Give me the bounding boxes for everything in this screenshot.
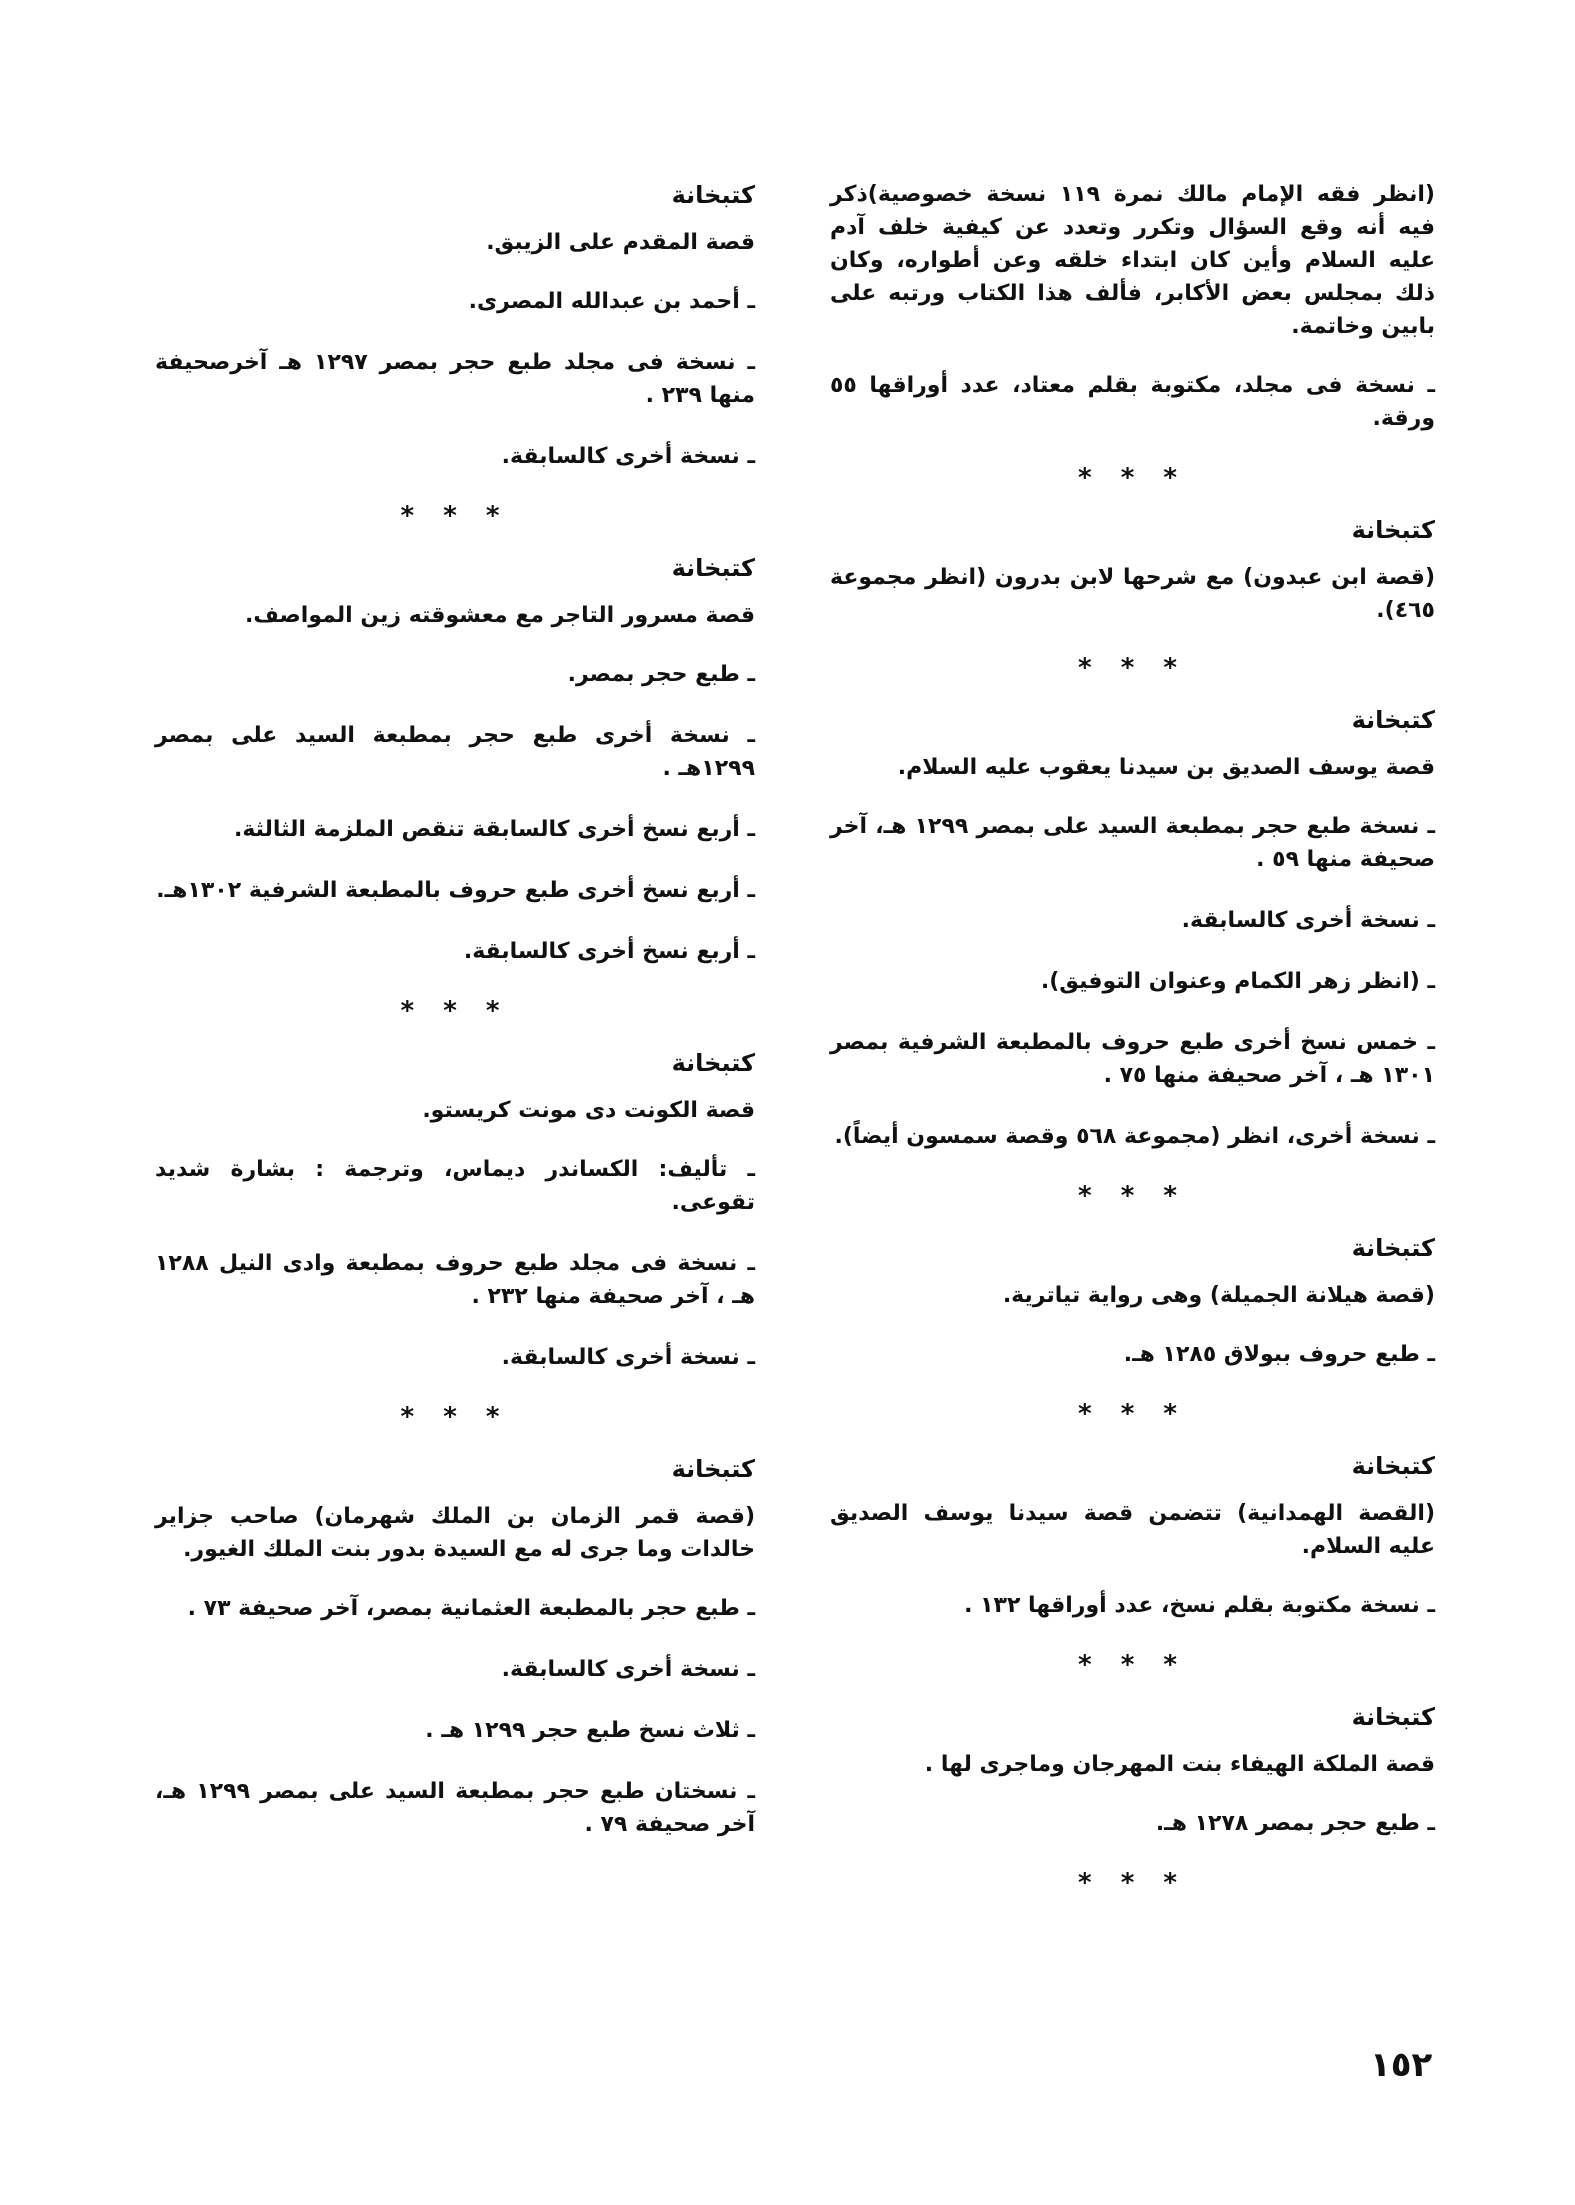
entry-text: (انظر فقه الإمام مالك نمرة ١١٩ نسخة خصوصية)ذكر فيه أنه وقع السؤال وتكرر وتعدد عن كيفية خلف آدم عليه السلام وأين كان ابتداء خلقه وعن أطواره، وكان ذلك بمجلس بعض الأكابر، فألف هذا الكتاب ورتبه على بابين وخاتمة.: [830, 182, 1435, 339]
section-heading: كتبخانة: [1351, 1703, 1435, 1731]
section-separator: * * *: [400, 501, 510, 531]
left-column: [155, 178, 755, 1869]
section-separator: * * *: [1078, 1399, 1187, 1429]
section-separator: * * *: [1078, 653, 1187, 683]
entry-text: قصة يوسف الصديق بن سيدنا يعقوب عليه السلام.: [897, 755, 1435, 780]
section-heading: كتبخانة: [1351, 1234, 1435, 1262]
entry-block: [155, 178, 755, 473]
entry-item: ـ نسخة أخرى طبع حجر بمطبعة السيد على بمصر ١٢٩٩هـ .: [155, 723, 755, 781]
section-heading: كتبخانة: [671, 181, 755, 209]
right-column: [830, 178, 1435, 1918]
entry-item: ـ خمس نسخ أخرى طبع حروف بالمطبعة الشرفية بمصر ١٣٠١ هـ ، آخر صحيفة منها ٧٥ .: [830, 1030, 1435, 1088]
entry-item: ـ (انظر زهر الكمام وعنوان التوفيق).: [1040, 969, 1435, 994]
section-heading: كتبخانة: [1351, 516, 1435, 544]
entry-block: [155, 1046, 755, 1374]
entry-block: [155, 551, 755, 968]
entry-item: ـ تأليف: الكساندر ديماس، وترجمة : بشارة شديد تقوعى.: [155, 1157, 755, 1215]
entry-item: ـ ثلاث نسخ طبع حجر ١٢٩٩ هـ .: [425, 1718, 755, 1743]
entry-item: ـ نسخة فى مجلد، مكتوبة بقلم معتاد، عدد أوراقها ٥٥ ورقة.: [830, 373, 1435, 431]
entry-item: ـ نسخة أخرى كالسابقة.: [501, 1345, 755, 1370]
page-number: ١٥٢: [1370, 2045, 1433, 2085]
entry-text: (قصة ابن عبدون) مع شرحها لابن بدرون (انظر مجموعة ٤٦٥).: [830, 565, 1435, 623]
entry-text: قصة الكونت دى مونت كريستو.: [422, 1098, 755, 1123]
entry-text: قصة الملكة الهيفاء بنت المهرجان وماجرى لها .: [924, 1752, 1435, 1777]
section-separator: * * *: [1078, 1868, 1187, 1898]
section-separator: * * *: [400, 1402, 510, 1432]
section-separator: * * *: [1078, 463, 1187, 493]
section-heading: كتبخانة: [1351, 706, 1435, 734]
entry-item: ـ أربع نسخ أخرى طبع حروف بالمطبعة الشرفية ١٣٠٢هـ.: [156, 878, 755, 903]
entry-text: قصة المقدم على الزيبق.: [486, 230, 755, 255]
entry-block: [830, 1231, 1435, 1371]
entry-item: ـ أحمد بن عبدالله المصرى.: [468, 289, 755, 314]
entry-block: [830, 1449, 1435, 1622]
entry-text: (قصة هيلانة الجميلة) وهى رواية تياترية.: [1002, 1283, 1435, 1308]
entry-item: ـ نسختان طبع حجر بمطبعة السيد على بمصر ١٢٩٩ هـ، آخر صحيفة ٧٩ .: [155, 1779, 755, 1837]
entry-item: ـ نسخة مكتوبة بقلم نسخ، عدد أوراقها ١٣٢ .: [964, 1593, 1435, 1618]
entry-block: [830, 1700, 1435, 1840]
entry-item: ـ نسخة أخرى، انظر (مجموعة ٥٦٨ وقصة سمسون أيضاً).: [834, 1124, 1435, 1149]
entry-item: ـ نسخة أخرى كالسابقة.: [501, 1657, 755, 1682]
section-heading: كتبخانة: [1351, 1452, 1435, 1480]
entry-item: ـ نسخة طبع حجر بمطبعة السيد على بمصر ١٢٩٩ هـ، آخر صحيفة منها ٥٩ .: [830, 814, 1435, 872]
entry-item: ـ نسخة فى مجلد طبع حجر بمصر ١٢٩٧ هـ آخرصحيفة منها ٢٣٩ .: [155, 350, 755, 408]
entry-item: ـ طبع حجر بالمطبعة العثمانية بمصر، آخر صحيفة ٧٣ .: [187, 1596, 755, 1621]
section-heading: كتبخانة: [671, 554, 755, 582]
entry-item: ـ طبع حجر بمصر.: [567, 662, 755, 687]
entry-item: ـ نسخة أخرى كالسابقة.: [501, 444, 755, 469]
entry-item: ـ طبع حروف ببولاق ١٢٨٥ هـ.: [1123, 1342, 1435, 1367]
entry-text: (القصة الهمدانية) تتضمن قصة سيدنا يوسف الصديق عليه السلام.: [830, 1501, 1435, 1559]
section-separator: * * *: [400, 996, 510, 1026]
entry-block: [155, 1452, 755, 1841]
entry-item: ـ نسخة أخرى كالسابقة.: [1181, 908, 1435, 933]
entry-item: ـ طبع حجر بمصر ١٢٧٨ هـ.: [1155, 1811, 1435, 1836]
entry-item: ـ أربع نسخ أخرى كالسابقة.: [463, 939, 755, 964]
entry-item: ـ أربع نسخ أخرى كالسابقة تنقص الملزمة الثالثة.: [233, 817, 755, 842]
entry-item: ـ نسخة فى مجلد طبع حروف بمطبعة وادى النيل ١٢٨٨ هـ ، آخر صحيفة منها ٢٣٢ .: [155, 1251, 755, 1309]
entry-block: [830, 178, 1435, 435]
section-separator: * * *: [1078, 1650, 1187, 1680]
entry-text: قصة مسرور التاجر مع معشوقته زين المواصف.: [244, 603, 755, 628]
section-separator: * * *: [1078, 1181, 1187, 1211]
entry-text: (قصة قمر الزمان بن الملك شهرمان) صاحب جزاير خالدات وما جرى له مع السيدة بدور بنت الملك الغيور.: [155, 1504, 755, 1562]
entry-block: [830, 703, 1435, 1153]
section-heading: كتبخانة: [671, 1455, 755, 1483]
section-heading: كتبخانة: [671, 1049, 755, 1077]
entry-block: [830, 513, 1435, 627]
